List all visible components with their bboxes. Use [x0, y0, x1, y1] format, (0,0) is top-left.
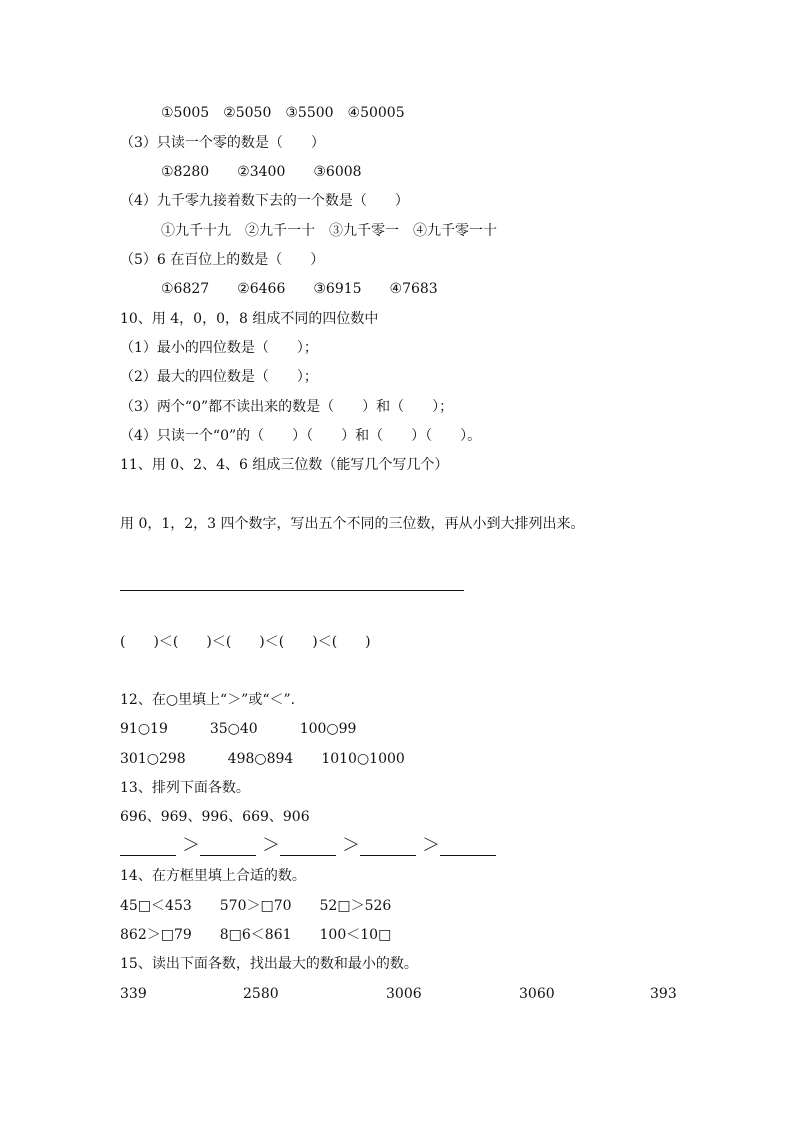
q9-5-question: （5）6 在百位上的数是（ ）	[120, 252, 325, 268]
q15-number: 3006	[386, 986, 422, 1002]
q13-blank-5	[440, 855, 496, 856]
q13-numbers: 696、969、996、669、906	[120, 809, 310, 825]
q11-extra-instruction: 用 0，1，2，3 四个数字，写出五个不同的三位数，再从小到大排列出来。	[120, 516, 585, 532]
q9-5-options: ①6827 ②6466 ③6915 ④7683	[161, 281, 438, 297]
q14-title: 14、在方框里填上合适的数。	[120, 868, 306, 884]
q14-row-1: 45□＜453 570＞□70 52□＞526	[120, 898, 392, 914]
q10-1: （1）最小的四位数是（ ）；	[120, 340, 318, 356]
q13-gt-3: ＞	[342, 835, 360, 856]
q13-title: 13、排列下面各数。	[120, 780, 250, 796]
q15-number: 339	[120, 986, 147, 1002]
q11-title: 11、用 0、2、4、6 组成三位数（能写几个写几个）	[120, 457, 449, 473]
q15-number: 2580	[243, 986, 279, 1002]
q9-3-options: ①8280 ②3400 ③6008	[161, 164, 362, 180]
ordering-blanks: ( )＜( )＜( )＜( )＜( )	[120, 634, 371, 650]
q9-4-options: ①九千十九 ②九千一十 ③九千零一 ④九千零一十	[161, 223, 497, 239]
q13-blank-4	[360, 855, 416, 856]
q12-row-2: 301○298 498○894 1010○1000	[120, 751, 405, 767]
q15-title: 15、读出下面各数，找出最大的数和最小的数。	[120, 956, 418, 972]
q13-gt-1: ＞	[182, 835, 200, 856]
answer-line	[120, 590, 464, 591]
q10-3: （3）两个“0”都不读出来的数是（ ）和（ ）；	[120, 399, 454, 415]
q13-gt-2: ＞	[262, 835, 280, 856]
q14-row-2: 862＞□79 8□6＜861 100＜10□	[120, 927, 392, 943]
q13-blank-3	[280, 855, 336, 856]
q13-gt-4: ＞	[422, 835, 440, 856]
q9-3-question: （3）只读一个零的数是（ ）	[120, 135, 325, 151]
q13-blank-1	[120, 855, 176, 856]
q15-number: 3060	[519, 986, 555, 1002]
q9-4-question: （4）九千零九接着数下去的一个数是（ ）	[120, 193, 409, 209]
q10-2: （2）最大的四位数是（ ）；	[120, 369, 318, 385]
q10-4: （4）只读一个“0”的（ ）（ ）和（ ）（ ）。	[120, 428, 482, 444]
q12-title: 12、在○里填上“＞”或“＜”.	[120, 692, 296, 708]
q10-title: 10、用 4，0，0，8 组成不同的四位数中	[120, 311, 379, 327]
q9-2-options: ①5005 ②5050 ③5500 ④50005	[161, 105, 405, 121]
q15-number: 393	[650, 986, 677, 1002]
q13-blank-2	[200, 855, 256, 856]
q12-row-1: 91○19 35○40 100○99	[120, 721, 357, 737]
